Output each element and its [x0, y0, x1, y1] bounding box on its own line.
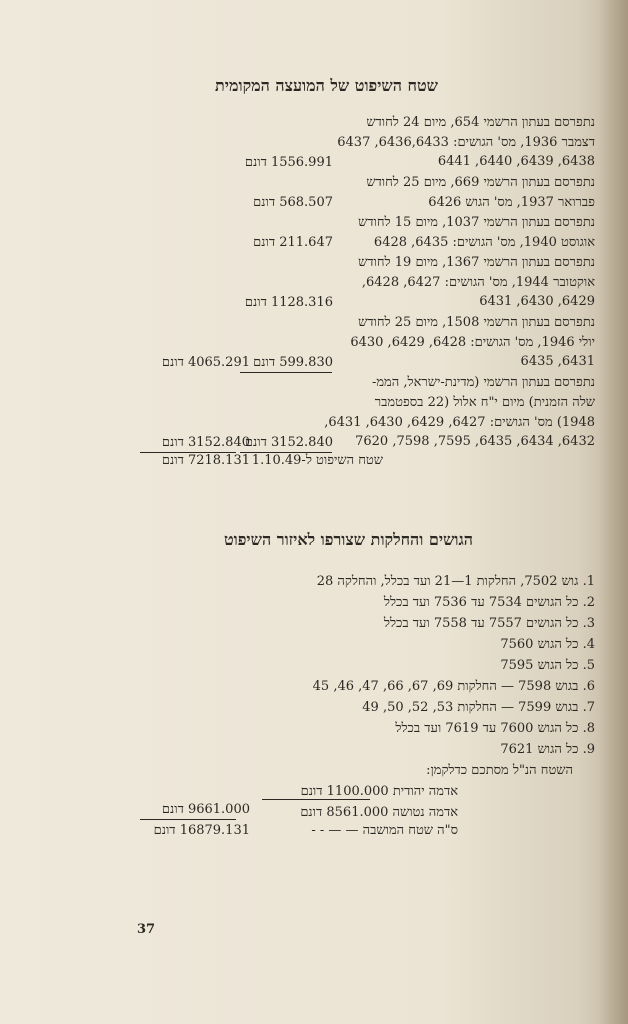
- list-item: 7. בגוש 7599 — החלקות 53, 52, 50, 49: [362, 700, 595, 715]
- land-sum: 9661.000 דונם: [161, 802, 250, 817]
- land-rule: [262, 799, 370, 800]
- section1-title: שטח השיפוט של המועצה המקומית: [215, 76, 438, 95]
- list-item: 1. גוש 7502, החלקות 1—21 ועד בכלל, והחלקה 28: [316, 574, 595, 589]
- amount-6: 3152.840 דונם: [244, 435, 333, 450]
- list-item: 8. כל הגוש 7600 עד 7619 ועד בכלל: [395, 721, 595, 736]
- record-line: דצמבר 1936, מס' הגושים: 6436,6433, 6437: [337, 135, 595, 150]
- record-line: נתפרסם בעתון הרשמי (מדינת-ישראל, הממ-: [371, 375, 595, 390]
- record-line: נתפרסם בעתון הרשמי 1037, מיום 15 לחודש: [358, 215, 595, 230]
- amount-3: 211.647 דונם: [253, 235, 333, 250]
- sum-rule: [140, 819, 236, 820]
- record-line: 6432, 6434, 6435, 7595, 7598, 7620: [355, 434, 595, 449]
- record-line: נתפרסם בעתון הרשמי 1367, מיום 19 לחודש: [358, 255, 595, 270]
- subtotal-2: 3152.840 דונם: [161, 435, 250, 450]
- jurisdiction-total-label: שטח השיפוט ל-1.10.49: [251, 453, 383, 468]
- amount-1: 1556.991 דונם: [244, 155, 333, 170]
- record-line: אוגוסט 1940, מס' הגושים: 6435, 6428: [373, 235, 595, 250]
- list-item: 5. כל הגוש 7595: [500, 658, 595, 673]
- amount-4: 1128.316 דונם: [244, 295, 333, 310]
- list-item: 9. כל הגוש 7621: [500, 742, 595, 757]
- subtotal-1: 4065.291 דונם: [161, 355, 250, 370]
- list-item: 4. כל הגוש 7560: [500, 637, 595, 652]
- list-item: 3. כל הגושים 7557 עד 7558 ועד בכלל: [383, 616, 595, 631]
- record-line: נתפרסם בעתון הרשמי 654, מיום 24 לחודש: [366, 115, 595, 130]
- amount-5: 599.830 דונם: [253, 355, 333, 370]
- list-item: 6. בגוש 7598 — החלקות 69, 67, 66, 47, 46, 45: [312, 679, 595, 694]
- record-line: 6429, 6430, 6431: [479, 294, 595, 309]
- record-line: 1948) מס' הגושים: 6427, 6429, 6430, 6431,: [324, 415, 595, 430]
- record-line: פברואר 1937, מס' הגוש 6426: [428, 195, 595, 210]
- record-line: 6438, 6439, 6440, 6441: [437, 154, 595, 169]
- list-item: 2. כל הגושים 7534 עד 7536 ועד בכלל: [383, 595, 595, 610]
- land-jewish: אדמה יהודית 1100.000 דונם: [300, 784, 458, 799]
- record-line: נתפרסם בעתון הרשמי 669, מיום 25 לחודש: [366, 175, 595, 190]
- record-line: נתפרסם בעתון הרשמי 1508, מיום 25 לחודש: [358, 315, 595, 330]
- record-line: 6431, 6435: [520, 354, 595, 369]
- amount-2: 568.507 דונם: [253, 195, 333, 210]
- subtotal-rule: [240, 372, 332, 373]
- jurisdiction-total: 7218.131 דונם: [161, 453, 250, 468]
- summary-intro: השטח הנ"ל מסתכם כדלקמן:: [426, 763, 573, 778]
- page-number: 37: [137, 922, 156, 937]
- section2-title: הגושים והחלקות שצורפו לאיזור השיפוט: [223, 530, 473, 549]
- settlement-total: 16879.131 דונם: [153, 823, 250, 838]
- record-line: יולי 1946, מס' הגושים: 6428, 6429, 6430: [350, 335, 595, 350]
- record-line: אוקטובר 1944, מס' הגושים: 6427, 6428,: [361, 275, 595, 290]
- record-line: שלה הזמנית) מיום י"ח אלול (22 בספטמבר: [374, 395, 595, 410]
- land-abandoned: אדמה נטושה 8561.000 דונם: [300, 805, 458, 820]
- settlement-total-label: ס"ה שטח המושבה — — - -: [311, 823, 458, 838]
- page-edge-shadow: [598, 0, 628, 1024]
